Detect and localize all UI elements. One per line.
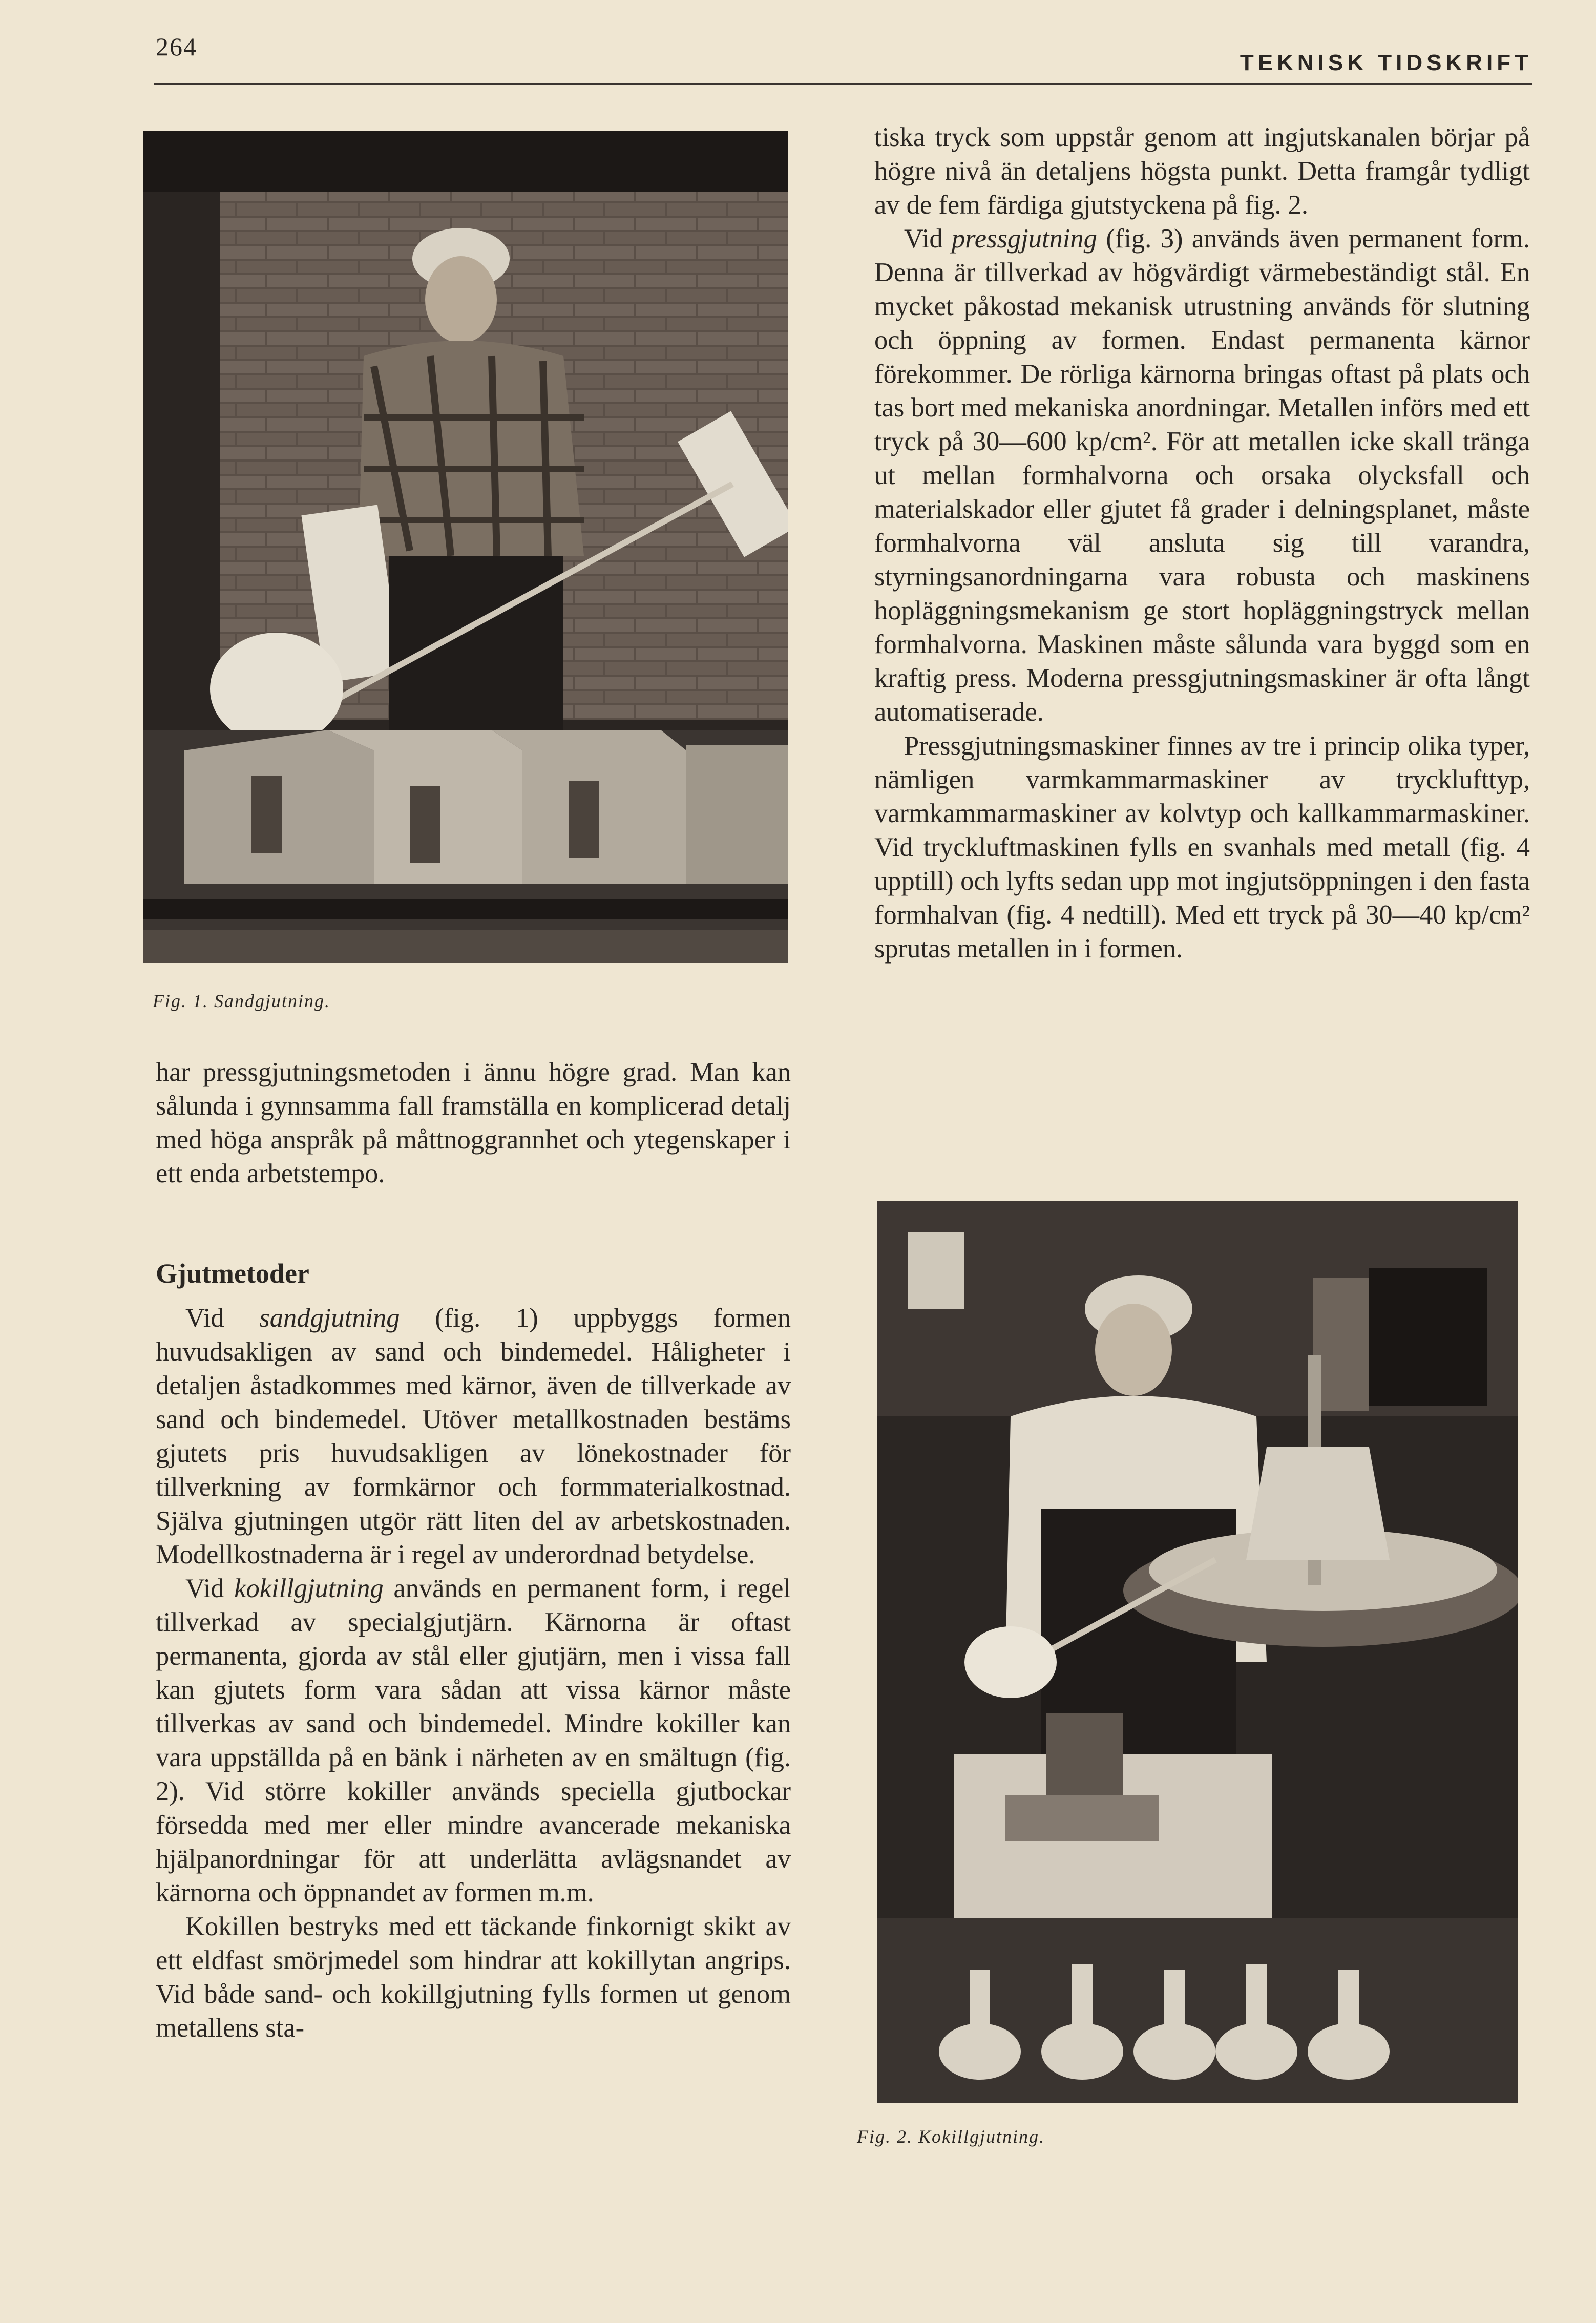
figure-1-caption: Fig. 1. Sandgjutning. (153, 991, 330, 1011)
figure-1-photo (143, 131, 788, 963)
journal-title: TEKNISK TIDSKRIFT (1240, 50, 1532, 75)
paragraph: Vid sandgjutning (fig. 1) uppbyggs formen huvudsakligen av sand och bindemedel. Håligheter i detaljen åstadkommes med kärnor, även de tillverkade av sand och bindemedel. Utöver metallkostnaden bestäms gjutets pris huvudsakligen av lönekostnader för tillverkning av formkärnor och formmaterialkostnad. Själva gjutningen utgör rätt liten del av arbetskostnaden. Modellkostnaderna är i regel av underordnad betydelse. (156, 1303, 791, 1569)
paragraph: Vid kokillgjutning används en permanent form, i regel tillverkad av specialgjutjärn. Kärnorna är oftast permanenta, gjorda av stål eller gjutjärn, men i vissa fall kan gjutets form vara sådan att vissa kärnor måste tillverkas av sand och bindemedel. Mindre kokiller kan vara uppställda på en bänk i närheten av en smältugn (fig. 2). Vid större kokiller används speciella gjutbockar försedda med mer eller mindre avancerade mekaniska hjälpanordningar för att underlätta avlägsnandet av kärnorna och öppnandet av formen m.m. (156, 1574, 791, 1908)
paragraph: tiska tryck som uppstår genom att ingjutskanalen börjar på högre nivå än detaljens högsta punkt. Detta framgår tydligt av de fem färdiga gjutstyckena på fig. 2. (874, 122, 1530, 220)
right-column-text (874, 120, 1530, 966)
left-column-text (156, 1301, 791, 2045)
paragraph: Vid pressgjutning (fig. 3) används även permanent form. Denna är tillverkad av högvärdigt värmebeständigt stål. En mycket påkostad mekanisk utrustning används för slutning och öppning av formen. Endast permanenta kärnor förekommer. De rörliga kärnorna bringas oftast på plats och tas bort med mekaniska anordningar. Metallen införs med ett tryck på 30—600 kp/cm². För att metallen icke skall tränga ut mellan formhalvorna och orsaka olycksfall och materialskador eller gjutet få grader i delningsplanet, måste formhalvorna väl ansluta sig till varandra, styrningsanordningarna vara robusta och maskinens hopläggningsmekanism ge stort hopläggningstryck mellan formhalvorna. Maskinen måste sålunda vara byggd som en kraftig press. Moderna pressgjutningsmaskiner är ofta långt automatiserade. (874, 224, 1530, 727)
section-heading: Gjutmetoder (156, 1258, 309, 1289)
paragraph: Pressgjutningsmaskiner finnes av tre i princip olika typer, nämligen varmkammarmaskiner av trycklufttyp, varmkammarmaskiner av kolvtyp och kallkammarmaskiner. Vid tryckluftmaskinen fylls en svanhals med metall (fig. 4 upptill) och lyfts sedan upp mot ingjutsöppningen i den fasta formhalvan (fig. 4 nedtill). Med ett tryck på 30—40 kp/cm² sprutas metallen in i formen. (874, 731, 1530, 964)
emphasis-term: kokillgjutning (234, 1574, 384, 1603)
emphasis-term: pressgjutning (952, 224, 1097, 254)
paragraph: Kokillen bestryks med ett täckande finkornigt skikt av ett eldfast smörjmedel som hindrar att kokillytan angrips. Vid både sand- och kokillgjutning fylls formen ut genom metallens sta- (156, 1912, 791, 2043)
page-number: 264 (156, 32, 197, 61)
figure-2-photo (877, 1201, 1518, 2103)
figure-2-caption: Fig. 2. Kokillgjutning. (857, 2126, 1045, 2147)
header-rule (154, 83, 1532, 85)
emphasis-term: sandgjutning (259, 1303, 400, 1333)
left-column-intro (156, 1055, 791, 1190)
paragraph: har pressgjutningsmetoden i ännu högre grad. Man kan sålunda i gynnsamma fall framställa en komplicerad detalj med höga anspråk på måttnoggrannhet och ytegenskaper i ett enda arbetstempo. (156, 1057, 791, 1188)
